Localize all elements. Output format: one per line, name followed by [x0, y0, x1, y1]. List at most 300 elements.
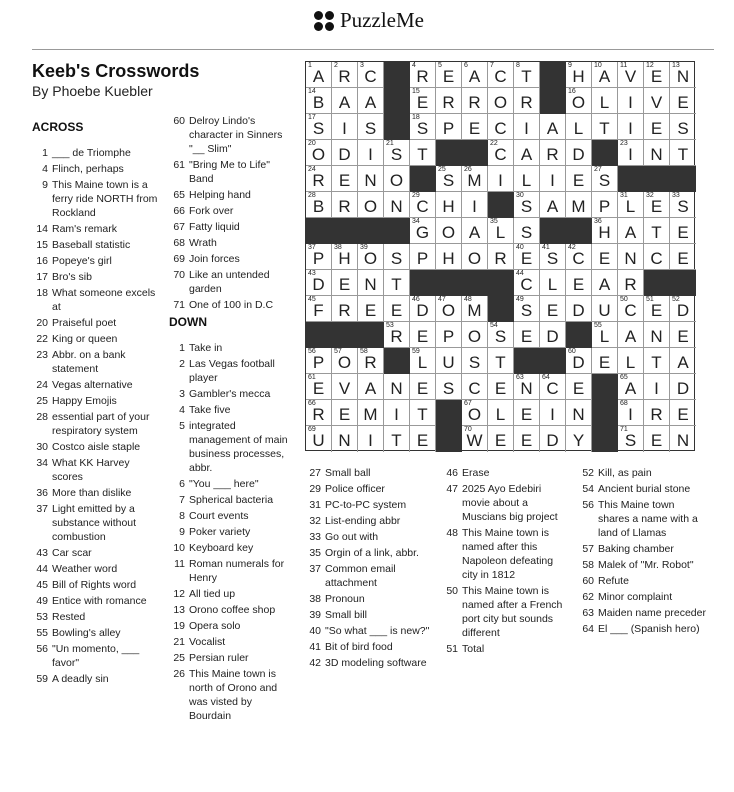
grid-cell[interactable] — [514, 270, 540, 296]
clue-item[interactable] — [169, 619, 289, 633]
clue-item[interactable] — [32, 456, 160, 484]
grid-cell[interactable] — [462, 88, 488, 114]
grid-cell[interactable] — [644, 348, 670, 374]
grid-cell[interactable] — [592, 88, 618, 114]
clue-item[interactable] — [169, 252, 289, 266]
clue-item[interactable] — [32, 146, 160, 160]
clue-number: 43 — [36, 547, 48, 559]
grid-cell[interactable] — [384, 244, 410, 270]
grid-cell[interactable] — [592, 192, 618, 218]
cell-number: 31 — [620, 192, 628, 199]
clue-item[interactable] — [169, 509, 289, 523]
clue-item[interactable] — [169, 357, 289, 385]
clue-item[interactable] — [169, 387, 289, 401]
grid-cell[interactable] — [410, 192, 436, 218]
clue-item[interactable] — [169, 419, 289, 475]
clue-item[interactable] — [305, 530, 433, 544]
grid-cell[interactable] — [332, 114, 358, 140]
cell-number: 58 — [360, 348, 368, 355]
grid-cell[interactable] — [436, 114, 462, 140]
grid-cell[interactable] — [670, 426, 696, 452]
clue-item[interactable] — [32, 578, 160, 592]
clue-text: Delroy Lindo's character in Sinners "__ Slim" — [189, 115, 283, 155]
grid-cell[interactable] — [566, 270, 592, 296]
grid-cell[interactable] — [514, 114, 540, 140]
clue-text: El ___ (Spanish hero) — [598, 623, 700, 635]
grid-cell[interactable] — [384, 140, 410, 166]
grid-cell[interactable] — [540, 374, 566, 400]
grid-cell[interactable] — [566, 426, 592, 452]
grid-cell[interactable] — [540, 270, 566, 296]
clue-item[interactable] — [442, 584, 570, 640]
grid-cell[interactable] — [644, 88, 670, 114]
clue-text: Maiden name preceder — [598, 607, 706, 619]
grid-cell[interactable] — [332, 62, 358, 88]
grid-cell[interactable] — [436, 88, 462, 114]
grid-cell[interactable] — [514, 296, 540, 322]
grid-cell[interactable] — [332, 374, 358, 400]
grid-cell[interactable] — [358, 296, 384, 322]
grid-cell[interactable] — [488, 88, 514, 114]
grid-cell[interactable] — [462, 322, 488, 348]
grid-cell[interactable] — [488, 400, 514, 426]
grid-cell[interactable] — [436, 322, 462, 348]
grid-cell[interactable] — [436, 62, 462, 88]
grid-cell[interactable] — [306, 166, 332, 192]
grid-cell[interactable] — [566, 62, 592, 88]
grid-cell[interactable] — [540, 296, 566, 322]
cell-number: 55 — [594, 322, 602, 329]
cell-letter: R — [520, 93, 533, 112]
clue-item[interactable] — [305, 592, 433, 606]
grid-cell[interactable] — [618, 426, 644, 452]
grid-cell[interactable] — [462, 426, 488, 452]
grid-cell[interactable] — [514, 192, 540, 218]
clue-item[interactable] — [32, 332, 160, 346]
grid-cell[interactable] — [540, 400, 566, 426]
grid-cell[interactable] — [514, 244, 540, 270]
grid-cell[interactable] — [332, 244, 358, 270]
grid-block — [644, 270, 670, 296]
grid-cell[interactable] — [618, 218, 644, 244]
clue-number: 1 — [42, 147, 48, 159]
clue-text: Light emitted by a substance without combustion — [52, 503, 137, 543]
grid-cell[interactable] — [592, 62, 618, 88]
clue-item[interactable] — [169, 188, 289, 202]
grid-cell[interactable] — [644, 140, 670, 166]
cell-letter: H — [598, 223, 611, 242]
grid-cell[interactable] — [566, 400, 592, 426]
clue-item[interactable] — [32, 238, 160, 252]
grid-cell[interactable] — [618, 374, 644, 400]
grid-cell[interactable] — [462, 166, 488, 192]
grid-cell[interactable] — [410, 140, 436, 166]
grid-cell[interactable] — [358, 270, 384, 296]
clue-item[interactable] — [578, 558, 706, 572]
grid-cell[interactable] — [436, 374, 462, 400]
grid-cell[interactable] — [462, 296, 488, 322]
grid-cell[interactable] — [670, 348, 696, 374]
grid-cell[interactable] — [514, 400, 540, 426]
clue-item[interactable] — [305, 466, 433, 480]
grid-cell[interactable] — [540, 244, 566, 270]
grid-cell[interactable] — [644, 62, 670, 88]
grid-cell[interactable] — [462, 348, 488, 374]
clue-item[interactable] — [305, 546, 433, 560]
grid-cell[interactable] — [436, 296, 462, 322]
grid-cell[interactable] — [462, 374, 488, 400]
grid-cell[interactable] — [462, 114, 488, 140]
grid-cell[interactable] — [670, 114, 696, 140]
grid-cell[interactable] — [644, 426, 670, 452]
clue-item[interactable] — [32, 486, 160, 500]
grid-cell[interactable] — [410, 374, 436, 400]
cell-letter: V — [624, 67, 637, 86]
clue-number: 2 — [179, 358, 185, 370]
grid-cell[interactable] — [488, 374, 514, 400]
grid-cell[interactable] — [592, 166, 618, 192]
clue-item[interactable] — [578, 482, 706, 496]
grid-cell[interactable] — [644, 296, 670, 322]
cell-number: 13 — [672, 62, 680, 69]
across-clue-list-continued — [169, 114, 289, 314]
grid-cell[interactable] — [358, 244, 384, 270]
grid-cell[interactable] — [566, 140, 592, 166]
grid-cell[interactable] — [670, 88, 696, 114]
grid-cell[interactable] — [306, 114, 332, 140]
grid-cell[interactable] — [566, 88, 592, 114]
grid-cell[interactable] — [488, 426, 514, 452]
clue-item[interactable] — [169, 341, 289, 355]
clue-item[interactable] — [32, 410, 160, 438]
grid-cell[interactable] — [670, 400, 696, 426]
grid-cell[interactable] — [488, 244, 514, 270]
grid-cell[interactable] — [306, 348, 332, 374]
grid-cell[interactable] — [618, 114, 644, 140]
clue-item[interactable] — [305, 562, 433, 590]
grid-cell[interactable] — [592, 296, 618, 322]
clue-item[interactable] — [578, 466, 706, 480]
grid-cell[interactable] — [488, 166, 514, 192]
grid-cell[interactable] — [566, 296, 592, 322]
clue-number: 21 — [173, 636, 185, 648]
clue-item[interactable] — [32, 348, 160, 376]
clue-item[interactable] — [32, 642, 160, 670]
grid-cell[interactable] — [306, 140, 332, 166]
grid-cell[interactable] — [462, 62, 488, 88]
grid-cell[interactable] — [514, 88, 540, 114]
grid-cell[interactable] — [384, 374, 410, 400]
grid-cell[interactable] — [358, 426, 384, 452]
grid-cell[interactable] — [358, 400, 384, 426]
clue-item[interactable] — [578, 622, 706, 636]
clue-item[interactable] — [32, 178, 160, 220]
grid-cell[interactable] — [540, 192, 566, 218]
grid-cell[interactable] — [644, 374, 670, 400]
clue-item[interactable] — [32, 610, 160, 624]
clue-item[interactable] — [32, 378, 160, 392]
grid-cell[interactable] — [306, 296, 332, 322]
grid-cell[interactable] — [462, 192, 488, 218]
clue-item[interactable] — [32, 162, 160, 176]
grid-cell[interactable] — [358, 62, 384, 88]
grid-cell[interactable] — [332, 192, 358, 218]
clue-text: Gambler's mecca — [189, 388, 271, 400]
clue-item[interactable] — [169, 204, 289, 218]
clue-item[interactable] — [169, 557, 289, 585]
clue-item[interactable] — [169, 635, 289, 649]
grid-cell[interactable] — [306, 426, 332, 452]
grid-cell[interactable] — [670, 374, 696, 400]
clue-item[interactable] — [169, 403, 289, 417]
clue-item[interactable] — [169, 220, 289, 234]
cell-letter: D — [546, 327, 559, 346]
clue-item[interactable] — [32, 270, 160, 284]
grid-cell[interactable] — [592, 322, 618, 348]
clue-item[interactable] — [32, 394, 160, 408]
grid-cell[interactable] — [592, 244, 618, 270]
grid-cell[interactable] — [670, 244, 696, 270]
grid-cell[interactable] — [410, 400, 436, 426]
grid-cell[interactable] — [410, 322, 436, 348]
grid-cell[interactable] — [644, 322, 670, 348]
grid-cell[interactable] — [618, 192, 644, 218]
grid-cell[interactable] — [618, 296, 644, 322]
grid-cell[interactable] — [306, 270, 332, 296]
grid-cell[interactable] — [462, 244, 488, 270]
grid-cell[interactable] — [332, 270, 358, 296]
grid-cell[interactable] — [332, 400, 358, 426]
grid-cell[interactable] — [410, 348, 436, 374]
grid-cell[interactable] — [332, 426, 358, 452]
grid-cell[interactable] — [670, 62, 696, 88]
clue-item[interactable] — [32, 222, 160, 236]
clue-item[interactable] — [305, 482, 433, 496]
clue-item[interactable] — [442, 466, 570, 480]
grid-cell[interactable] — [332, 296, 358, 322]
clue-item[interactable] — [169, 525, 289, 539]
clue-item[interactable] — [32, 594, 160, 608]
grid-cell[interactable] — [410, 88, 436, 114]
clue-item[interactable] — [305, 514, 433, 528]
grid-cell[interactable] — [410, 114, 436, 140]
clue-item[interactable] — [32, 254, 160, 268]
clue-item[interactable] — [169, 477, 289, 491]
cell-letter: I — [368, 145, 373, 164]
grid-cell[interactable] — [540, 426, 566, 452]
grid-cell[interactable] — [410, 296, 436, 322]
grid-cell[interactable] — [306, 88, 332, 114]
cell-letter: O — [363, 249, 378, 268]
grid-cell[interactable] — [384, 296, 410, 322]
grid-cell[interactable] — [618, 270, 644, 296]
cell-letter: I — [550, 171, 555, 190]
clue-item[interactable] — [169, 158, 289, 186]
clue-item[interactable] — [169, 587, 289, 601]
grid-cell[interactable] — [670, 322, 696, 348]
grid-cell[interactable] — [358, 166, 384, 192]
grid-cell[interactable] — [384, 426, 410, 452]
grid-cell[interactable] — [618, 88, 644, 114]
grid-cell[interactable] — [592, 270, 618, 296]
grid-cell[interactable] — [436, 166, 462, 192]
grid-cell[interactable] — [514, 166, 540, 192]
grid-cell[interactable] — [566, 244, 592, 270]
grid-cell[interactable] — [306, 62, 332, 88]
clue-item[interactable] — [169, 114, 289, 156]
grid-cell[interactable] — [384, 400, 410, 426]
grid-cell[interactable] — [384, 270, 410, 296]
clue-text: This Maine town is named after this Napoleon defeating city in 1812 — [462, 527, 554, 581]
clue-item[interactable] — [442, 642, 570, 656]
grid-cell[interactable] — [514, 426, 540, 452]
grid-cell[interactable] — [488, 140, 514, 166]
grid-cell[interactable] — [358, 88, 384, 114]
clue-item[interactable] — [305, 608, 433, 622]
clue-item[interactable] — [305, 498, 433, 512]
clue-item[interactable] — [32, 672, 160, 686]
clue-item[interactable] — [169, 541, 289, 555]
cell-letter: L — [547, 275, 558, 294]
grid-cell[interactable] — [618, 62, 644, 88]
grid-cell[interactable] — [566, 166, 592, 192]
grid-cell[interactable] — [566, 114, 592, 140]
grid-cell[interactable] — [644, 192, 670, 218]
grid-cell[interactable] — [462, 218, 488, 244]
cell-letter: E — [416, 93, 429, 112]
grid-cell[interactable] — [592, 218, 618, 244]
clue-item[interactable] — [32, 626, 160, 640]
grid-cell[interactable] — [618, 140, 644, 166]
grid-cell[interactable] — [462, 400, 488, 426]
clue-item[interactable] — [169, 667, 289, 723]
grid-cell[interactable] — [618, 322, 644, 348]
grid-cell[interactable] — [358, 348, 384, 374]
clue-number: 54 — [582, 483, 594, 495]
clue-item[interactable] — [169, 603, 289, 617]
clue-text: Kill, as pain — [598, 467, 652, 479]
clue-item[interactable] — [442, 526, 570, 582]
grid-cell[interactable] — [566, 192, 592, 218]
grid-cell[interactable] — [306, 244, 332, 270]
grid-cell[interactable] — [566, 374, 592, 400]
grid-cell[interactable] — [540, 140, 566, 166]
cell-letter: O — [389, 171, 404, 190]
grid-cell[interactable] — [514, 322, 540, 348]
grid-cell[interactable] — [488, 218, 514, 244]
grid-cell[interactable] — [540, 322, 566, 348]
grid-cell[interactable] — [514, 374, 540, 400]
grid-cell[interactable] — [540, 166, 566, 192]
grid-cell[interactable] — [332, 166, 358, 192]
grid-cell[interactable] — [436, 218, 462, 244]
cell-number: 45 — [308, 296, 316, 303]
clue-item[interactable] — [32, 316, 160, 330]
clue-text: Small ball — [325, 467, 371, 479]
grid-cell[interactable] — [488, 348, 514, 374]
grid-cell[interactable] — [358, 114, 384, 140]
grid-cell[interactable] — [358, 140, 384, 166]
grid-cell[interactable] — [436, 244, 462, 270]
clue-text: One of 100 in D.C — [189, 299, 274, 311]
grid-cell[interactable] — [644, 114, 670, 140]
grid-cell[interactable] — [384, 166, 410, 192]
grid-cell[interactable] — [410, 218, 436, 244]
grid-cell[interactable] — [514, 140, 540, 166]
grid-cell[interactable] — [306, 400, 332, 426]
clue-text: Opera solo — [189, 620, 241, 632]
grid-cell[interactable] — [332, 140, 358, 166]
grid-cell[interactable] — [670, 140, 696, 166]
grid-cell[interactable] — [514, 62, 540, 88]
grid-cell[interactable] — [410, 62, 436, 88]
clue-item[interactable] — [578, 606, 706, 620]
grid-cell[interactable] — [618, 244, 644, 270]
grid-cell[interactable] — [644, 244, 670, 270]
grid-cell[interactable] — [670, 218, 696, 244]
cell-letter: R — [546, 145, 559, 164]
grid-cell[interactable] — [306, 192, 332, 218]
clue-item[interactable] — [169, 651, 289, 665]
clue-item[interactable] — [32, 562, 160, 576]
clue-item[interactable] — [32, 440, 160, 454]
grid-cell[interactable] — [514, 218, 540, 244]
clue-item[interactable] — [305, 640, 433, 654]
clue-item[interactable] — [169, 493, 289, 507]
clue-item[interactable] — [578, 542, 706, 556]
grid-cell[interactable] — [384, 322, 410, 348]
clue-item[interactable] — [305, 656, 433, 670]
clue-item[interactable] — [305, 624, 433, 638]
clue-item[interactable] — [578, 498, 706, 540]
clue-item[interactable] — [578, 574, 706, 588]
grid-cell[interactable] — [358, 192, 384, 218]
clue-item[interactable] — [578, 590, 706, 604]
grid-cell[interactable] — [488, 322, 514, 348]
grid-cell[interactable] — [618, 348, 644, 374]
grid-cell[interactable] — [410, 426, 436, 452]
grid-cell[interactable] — [410, 244, 436, 270]
clue-item[interactable] — [169, 298, 289, 312]
clue-item[interactable] — [169, 268, 289, 296]
grid-cell[interactable] — [592, 348, 618, 374]
grid-cell[interactable] — [488, 114, 514, 140]
grid-cell[interactable] — [332, 348, 358, 374]
grid-cell[interactable] — [540, 114, 566, 140]
grid-cell[interactable] — [644, 218, 670, 244]
brand-logo[interactable] — [313, 8, 424, 33]
crossword-grid[interactable] — [305, 61, 695, 451]
grid-cell[interactable] — [670, 192, 696, 218]
grid-cell[interactable] — [566, 348, 592, 374]
grid-cell[interactable] — [488, 62, 514, 88]
clue-item[interactable] — [32, 502, 160, 544]
grid-cell[interactable] — [592, 114, 618, 140]
grid-cell[interactable] — [436, 348, 462, 374]
clue-item[interactable] — [442, 482, 570, 524]
grid-cell[interactable] — [670, 296, 696, 322]
clue-item[interactable] — [169, 236, 289, 250]
grid-cell[interactable] — [644, 400, 670, 426]
grid-cell[interactable] — [358, 374, 384, 400]
grid-cell[interactable] — [332, 88, 358, 114]
clue-item[interactable] — [32, 286, 160, 314]
grid-cell[interactable] — [384, 192, 410, 218]
grid-cell[interactable] — [306, 374, 332, 400]
grid-cell[interactable] — [436, 192, 462, 218]
grid-cell[interactable] — [618, 400, 644, 426]
clue-item[interactable] — [32, 546, 160, 560]
